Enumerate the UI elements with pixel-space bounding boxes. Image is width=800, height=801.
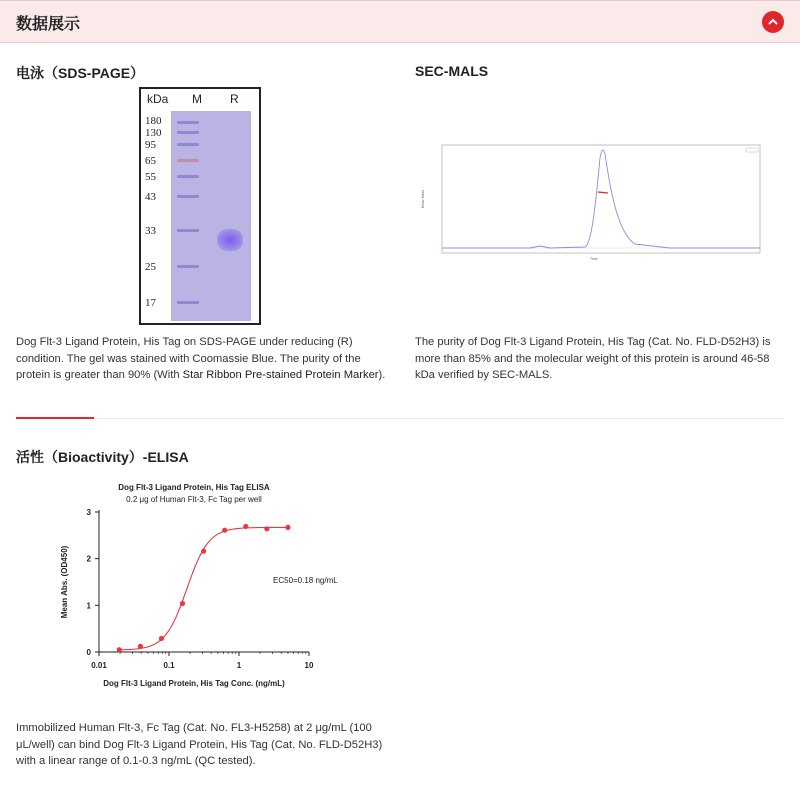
mw-label: 43 bbox=[145, 191, 156, 203]
section-header bbox=[0, 0, 800, 43]
gel-lane-reducing-label: R bbox=[230, 92, 239, 106]
data-point bbox=[264, 526, 269, 531]
marker-band bbox=[177, 121, 199, 124]
x-tick-label: 0.01 bbox=[91, 661, 107, 670]
collapse-button[interactable] bbox=[762, 11, 784, 33]
mw-label: 25 bbox=[145, 261, 156, 273]
sample-band bbox=[217, 229, 243, 251]
sds-page-desc-text: Dog Flt-3 Ligand Protein, His Tag on SDS-PAGE under reducing (R) condition. The gel was stained with Coomassie Blue. The purity of the protein is greater than 90% (With bbox=[16, 336, 361, 381]
section-divider bbox=[16, 418, 784, 419]
y-tick-label: 2 bbox=[86, 554, 91, 564]
section-title: 数据展示 bbox=[16, 16, 81, 33]
sec-mals-plot-frame bbox=[442, 145, 760, 253]
mw-label: 65 bbox=[145, 155, 156, 167]
sec-mals-title: SEC-MALS bbox=[415, 63, 489, 79]
sds-page-gel-image bbox=[139, 87, 261, 325]
sec-mals-yaxis-text: Molar Mass bbox=[421, 189, 425, 208]
data-point bbox=[138, 644, 143, 649]
x-axis-label: Dog Flt-3 Ligand Protein, His Tag Conc. (ng/mL) bbox=[103, 679, 285, 688]
elisa-chart bbox=[55, 478, 345, 698]
bioactivity-description: Immobilized Human Flt-3, Fc Tag (Cat. No. FL3-H5258) at 2 μg/mL (100 μL/well) can bind Dog Flt-3 Ligand Protein, His Tag (Cat. No. FLD-D52H3) with a linear range of 0.1-0.3 ng/mL (QC tested). bbox=[16, 722, 383, 767]
section-divider-accent bbox=[16, 417, 94, 419]
data-point bbox=[201, 549, 206, 554]
mw-label: 55 bbox=[145, 171, 156, 183]
marker-band-reference bbox=[177, 159, 199, 162]
chart-title: Dog Flt-3 Ligand Protein, His Tag ELISA bbox=[118, 483, 270, 492]
sds-page-title: 电泳（SDS-PAGE） bbox=[16, 65, 145, 81]
marker-band bbox=[177, 143, 199, 146]
data-point bbox=[180, 601, 185, 606]
data-point bbox=[159, 636, 164, 641]
y-tick-label: 1 bbox=[86, 601, 91, 611]
marker-band bbox=[177, 175, 199, 178]
sec-mals-xaxis-text: Time bbox=[590, 257, 598, 261]
chevron-up-icon bbox=[768, 18, 778, 25]
y-axis-label: Mean Abs. (OD450) bbox=[60, 545, 69, 619]
bioactivity-title: 活性（Bioactivity）-ELISA bbox=[16, 449, 189, 465]
ec50-annotation: EC50=0.18 ng/mL bbox=[273, 576, 338, 585]
marker-product-link[interactable]: Star Ribbon Pre-stained Protein Marker bbox=[182, 369, 379, 381]
marker-band bbox=[177, 195, 199, 198]
x-tick-label: 10 bbox=[304, 661, 314, 670]
mw-label: 130 bbox=[145, 127, 162, 139]
sec-mals-chromatogram bbox=[410, 140, 770, 264]
data-point bbox=[285, 525, 290, 530]
data-point bbox=[222, 528, 227, 533]
gel-lane-marker-label: M bbox=[192, 92, 202, 106]
mw-label: 95 bbox=[145, 139, 156, 151]
x-tick-label: 0.1 bbox=[163, 661, 175, 670]
fit-curve bbox=[119, 527, 288, 649]
marker-band bbox=[177, 265, 199, 268]
sec-mals-description: The purity of Dog Flt-3 Ligand Protein, His Tag (Cat. No. FLD-D52H3) is more than 85% and the molecular weight of this protein is around 46-58 kDa verified by SEC-MALS. bbox=[415, 336, 771, 381]
data-point bbox=[117, 647, 122, 652]
x-tick-label: 1 bbox=[236, 661, 242, 670]
marker-band bbox=[177, 229, 199, 232]
mw-label: 33 bbox=[145, 225, 156, 237]
sds-page-desc-end: ). bbox=[378, 369, 386, 381]
y-tick-label: 0 bbox=[86, 648, 91, 657]
gel-body bbox=[171, 111, 251, 321]
marker-band bbox=[177, 301, 199, 304]
marker-band bbox=[177, 131, 199, 134]
data-point bbox=[243, 524, 248, 529]
chart-subtitle: 0.2 μg of Human Flt-3, Fc Tag per well bbox=[126, 495, 262, 504]
mw-label: 17 bbox=[145, 297, 156, 309]
gel-kda-label: kDa bbox=[147, 92, 169, 106]
sds-page-description bbox=[16, 334, 386, 384]
y-tick-label: 3 bbox=[86, 508, 91, 517]
mw-label: 180 bbox=[145, 115, 162, 127]
